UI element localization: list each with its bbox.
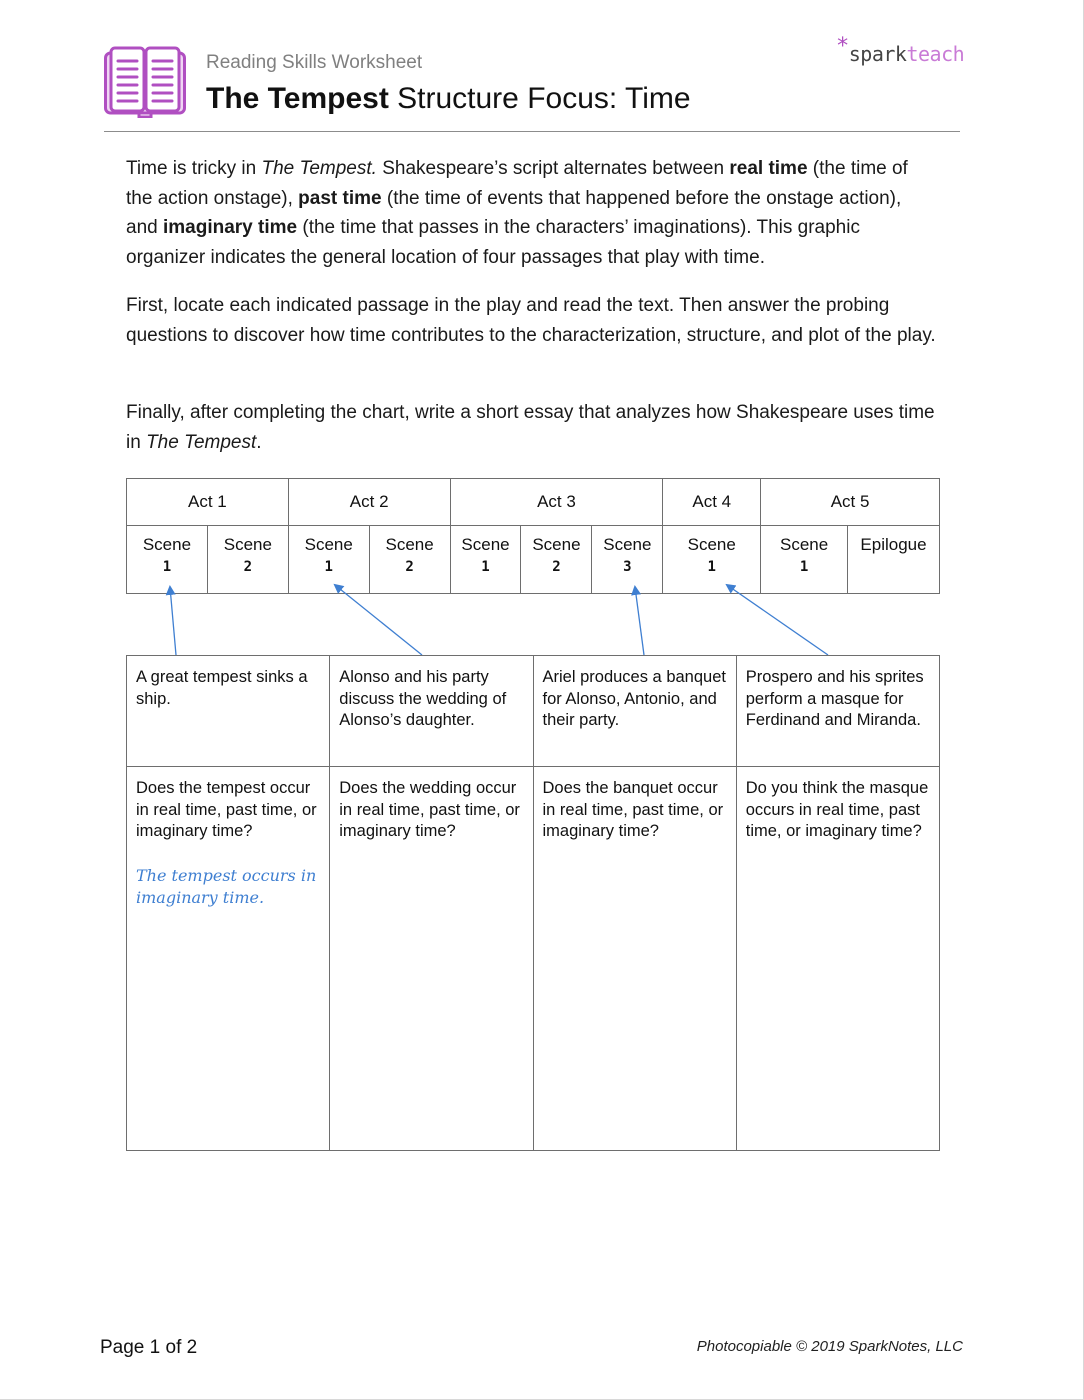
instructions-paragraph: First, locate each indicated passage in the play and read the text. Then answer the probing questions to discover how time contributes to the characterization, structure, and plot of the play.: [126, 295, 936, 346]
scene-number: 3: [623, 559, 632, 575]
graphic-organizer: [126, 655, 940, 1151]
scene-cell: [127, 526, 208, 594]
question-cell[interactable]: [127, 767, 330, 1151]
question-cell[interactable]: [533, 767, 736, 1151]
answer-text[interactable]: The tempest occurs in imaginary time.: [136, 865, 317, 907]
scene-label: Scene: [304, 535, 353, 554]
worksheet-type: Reading Skills Worksheet: [206, 52, 423, 73]
term-real-time: real time: [729, 158, 808, 179]
scene-label: Scene: [142, 535, 192, 554]
essay-paragraph: [126, 398, 938, 457]
event-cell: Alonso and his party discuss the wedding of Alonso’s daughter.: [330, 656, 533, 767]
text: Time is tricky in: [126, 158, 262, 179]
act-scene-timeline: [126, 478, 940, 594]
brand-teach: teach: [906, 42, 965, 66]
title-work: The Tempest: [206, 82, 389, 115]
scene-number: 1: [481, 559, 490, 575]
text: .: [256, 431, 262, 453]
scene-number: 1: [799, 559, 809, 575]
question-cell[interactable]: [736, 767, 939, 1151]
text: (the time that passes in the characters’ imaginations). This graphic organizer indicates the general location of four passages that play with time.: [126, 217, 860, 268]
page-title: [206, 82, 691, 116]
act-header: Act 5: [761, 479, 940, 526]
spark-star-icon: *: [836, 34, 849, 59]
scene-row: [127, 526, 940, 594]
text: Finally, after completing the chart, write a short essay that analyzes how Shakespeare uses time in: [126, 402, 935, 453]
text: (the time of the action onstage),: [126, 158, 908, 209]
arrow-act3-scene3: [635, 587, 644, 655]
scene-cell: [288, 526, 369, 594]
text: (the time of events that happened before the onstage action), and: [126, 187, 902, 238]
question-text: Does the tempest occur in real time, past time, or imaginary time?: [136, 779, 317, 840]
event-row: [127, 656, 940, 767]
scene-cell: [207, 526, 288, 594]
scene-number: 2: [405, 559, 414, 575]
header-divider: [104, 131, 960, 132]
question-cell[interactable]: [330, 767, 533, 1151]
scene-label: Scene: [779, 535, 829, 554]
scene-number: 2: [552, 559, 561, 575]
arrow-act1-scene1: [170, 587, 176, 655]
event-cell: Ariel produces a banquet for Alonso, Antonio, and their party.: [533, 656, 736, 767]
arrow-act2-scene1: [335, 585, 422, 655]
scene-number: 1: [707, 559, 716, 575]
scene-cell: [521, 526, 592, 594]
act-header: Act 4: [663, 479, 761, 526]
scene-number: 2: [243, 559, 253, 575]
scene-number: 1: [162, 559, 172, 575]
act-header: Act 2: [288, 479, 450, 526]
scene-label: Scene: [223, 535, 272, 554]
copyright-notice: Photocopiable © 2019 SparkNotes, LLC: [696, 1338, 963, 1355]
open-book-icon: [104, 46, 186, 118]
question-text: Does the banquet occur in real time, past time, or imaginary time?: [542, 779, 724, 840]
scene-cell: [848, 526, 940, 594]
scene-label: Scene: [385, 535, 434, 554]
scene-cell: [663, 526, 761, 594]
intro-paragraph: [126, 154, 938, 272]
term-imaginary-time: imaginary time: [162, 217, 298, 238]
scene-cell: [761, 526, 848, 594]
event-cell: Prospero and his sprites perform a masque for Ferdinand and Miranda.: [736, 656, 939, 767]
play-title: The Tempest.: [261, 158, 377, 179]
scene-cell: [369, 526, 450, 594]
act-header: Act 1: [127, 479, 289, 526]
act-row: [127, 479, 940, 526]
scene-label: Scene: [461, 535, 510, 554]
text: Shakespeare’s script alternates between: [376, 158, 730, 179]
page-number: Page 1 of 2: [100, 1337, 198, 1358]
brand-logo: [836, 34, 965, 67]
act-header: Act 3: [450, 479, 663, 526]
question-row: [127, 767, 940, 1151]
scene-number: 1: [324, 559, 333, 575]
scene-label: Scene: [532, 535, 581, 554]
question-text: Does the wedding occur in real time, past time, or imaginary time?: [339, 779, 520, 840]
scene-label: Epilogue: [860, 535, 927, 554]
scene-label: Scene: [687, 535, 736, 554]
scene-cell: [450, 526, 521, 594]
scene-cell: [592, 526, 663, 594]
arrow-act4-scene1: [727, 585, 828, 655]
title-topic: Structure Focus: Time: [388, 82, 691, 115]
brand-spark: spark: [848, 42, 907, 66]
play-title: The Tempest: [146, 431, 257, 453]
event-cell: A great tempest sinks a ship.: [127, 656, 330, 767]
scene-label: Scene: [603, 535, 652, 554]
term-past-time: past time: [298, 187, 382, 209]
question-text: Do you think the masque occurs in real time, past time, or imaginary time?: [745, 779, 929, 840]
